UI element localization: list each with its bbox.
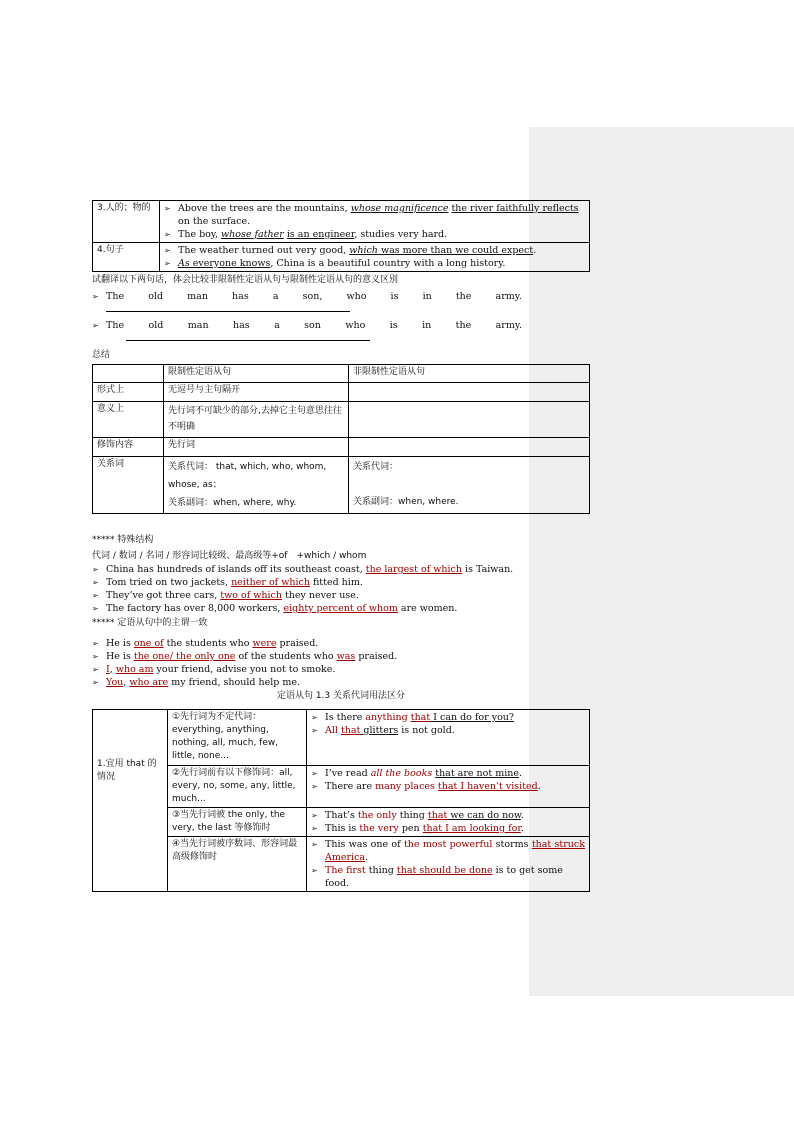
list-item: ➢ China has hundreds of islands off its southeast coast, the largest of which is Taiwan. (92, 564, 514, 575)
table-cell: 先行词不可缺少的部分,去掉它主句意思往往不明确 (164, 402, 349, 438)
row-label: 形式上 (93, 383, 164, 402)
sentence-word: army. (495, 320, 522, 331)
list-item: ➢ I’ve read all the books that are not mine. (311, 768, 523, 779)
table-cell: 先行词 (164, 438, 349, 457)
sentence-word: has (232, 291, 249, 302)
table-cell: 关系代词： (353, 462, 399, 472)
sentence-word: The (106, 291, 125, 302)
special-list (92, 563, 590, 615)
list-item: ➢ Is there anything that I can do for you? (311, 712, 515, 723)
antecedent-table (92, 200, 590, 272)
list-item: ➢ I, who am your friend, advise you not to smoke. (92, 664, 336, 675)
table-cell: ④当先行词被序数词、形容词最高级修饰时 (168, 837, 307, 892)
list-item: ➢ The weather turned out very good, which was more than we could expect. (164, 245, 537, 256)
table-cell (349, 383, 590, 402)
sentence-word: the (455, 320, 472, 331)
table-cell: 关系代词： that, which, who, whom, whose, as； (168, 462, 327, 490)
sentence-word: is (389, 320, 398, 331)
sentence-word: who (346, 291, 367, 302)
answer-line (126, 340, 370, 341)
list-item: ➢ He is one of the students who were praised. (92, 638, 319, 649)
list-item: ➢ The factory has over 8,000 workers, eighty percent of whom are women. (92, 603, 458, 614)
list-item: ➢ As everyone knows, China is a beautiful country with a long history. (164, 258, 506, 269)
row-label: 意义上 (93, 402, 164, 438)
sentence-word: old (148, 291, 164, 302)
list-item: ➢ You, who are my friend, should help me. (92, 677, 301, 688)
sentence-word: has (232, 320, 250, 331)
sentence-word: who (345, 320, 366, 331)
sentence-word: a (272, 291, 279, 302)
section-title: 定语从句 1.3 关系代词用法区分 (276, 691, 406, 701)
summary-table (92, 364, 590, 514)
list-item: ➢ That’s the only thing that we can do now. (311, 810, 524, 821)
list-item: ➢ The first thing that should be done is to get some food. (311, 865, 563, 889)
list-item: ➢ This was one of the most powerful storms that struck America. (311, 839, 585, 863)
sentence-word: in (422, 320, 432, 331)
list-item: ➢ There are many places that I haven’t visited. (311, 781, 541, 792)
table-cell: 无逗号与主句隔开 (164, 383, 349, 402)
sentence-word: the (455, 291, 472, 302)
row-label: 关系词 (93, 457, 164, 514)
row-label: 1.宜用 that 的情况 (93, 710, 168, 892)
sentence-word: The (106, 320, 125, 331)
sentence-word: in (422, 291, 432, 302)
document-body (92, 200, 590, 892)
sentence-2 (106, 319, 522, 332)
sentence-word: man (187, 320, 209, 331)
column-header: 限制性定语从句 (164, 365, 349, 383)
list-item: ➢ The old man has a son, who is in the army. (92, 290, 590, 312)
usage-table (92, 709, 590, 892)
sentence-word: son, (302, 291, 323, 302)
table-cell: ②先行词前有以下修饰词：all, every, no, some, any, little, much... (168, 766, 307, 808)
row-label: 3.人的；物的 (93, 201, 160, 243)
list-item: ➢ Tom tried on two jackets, neither of which fitted him. (92, 577, 363, 588)
column-header: 非限制性定语从句 (349, 365, 590, 383)
list-item: ➢ He is the one/ the only one of the students who was praised. (92, 651, 398, 662)
row-label: 修饰内容 (93, 438, 164, 457)
sentence-word: a (274, 320, 280, 331)
list-item: ➢ This is the very pen that I am looking for. (311, 823, 524, 834)
special-heading: ***** 特殊结构 (92, 535, 154, 545)
sentence-word: man (187, 291, 208, 302)
list-item: ➢ They’ve got three cars, two of which they never use. (92, 590, 359, 601)
answer-line (106, 311, 350, 312)
table-cell: 关系副词：when, where. (353, 497, 459, 507)
summary-heading: 总结 (92, 350, 111, 360)
table-cell: ③当先行词被 the only, the very, the last 等修饰时 (168, 808, 307, 837)
sentence-1 (106, 290, 522, 303)
list-item: ➢ The boy, whose father is an engineer, studies very hard. (164, 229, 448, 240)
agreement-heading: ***** 定语从句中的主谓一致 (92, 618, 208, 628)
table-cell (349, 438, 590, 457)
list-item: ➢ Above the trees are the mountains, whose magnificence the river faithfully reflects on the surface. (164, 203, 579, 227)
sentence-word: son (304, 320, 321, 331)
row-label: 4.句子 (93, 243, 160, 272)
table-cell (349, 402, 590, 438)
sentence-word: army. (495, 291, 522, 302)
formula: 代词 / 数词 / 名词 / 形容词比较级、最高级等+of +which / whom (92, 551, 367, 561)
translate-heading: 试翻译以下两句话，体会比较非限制性定语从句与限制性定语从句的意义区别 (92, 275, 399, 285)
sentence-word: old (148, 320, 164, 331)
table-cell: ①先行词为不定代词：everything, anything, nothing, all, much, few, little, none... (168, 710, 307, 766)
list-item: ➢ The old man has a son who is in the army. (92, 319, 590, 341)
agreement-list (92, 637, 590, 689)
sentence-word: is (390, 291, 399, 302)
table-cell: 关系副词：when, where, why. (168, 498, 297, 508)
list-item: ➢ All that glitters is not gold. (311, 725, 455, 736)
